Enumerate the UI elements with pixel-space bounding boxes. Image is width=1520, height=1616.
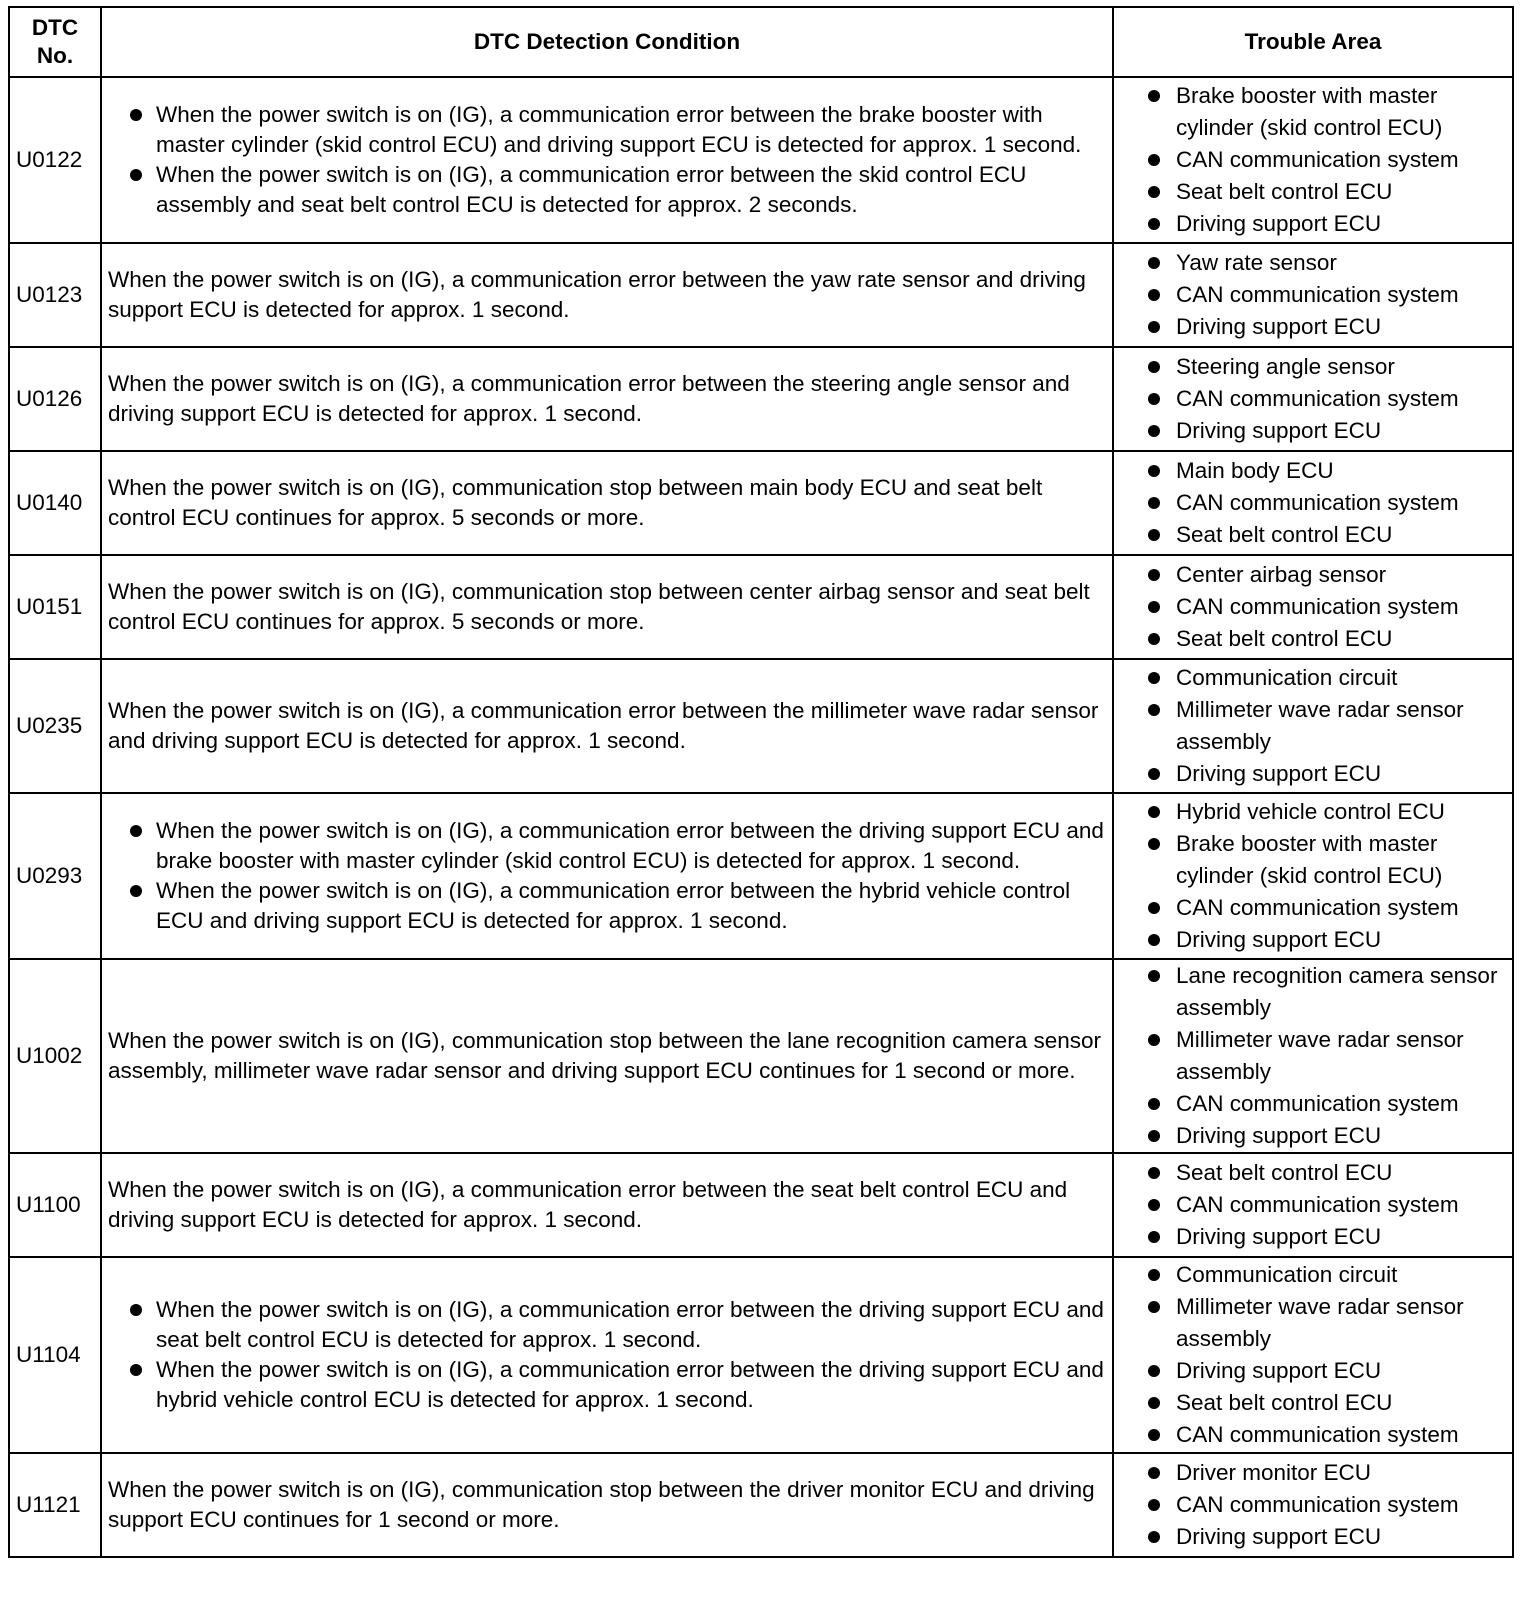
table-row — [9, 1153, 1513, 1257]
table-row — [9, 959, 1513, 1153]
condition-item: When the power switch is on (IG), a communication error between the hybrid vehicle control ECU and driving support ECU is detected for approx. 1 second. — [108, 876, 1106, 936]
condition-list — [108, 816, 1106, 936]
dtc-table — [8, 6, 1514, 1558]
condition-item: When the power switch is on (IG), a communication error between the driving support ECU and hybrid vehicle control ECU is detected for approx. 1 second. — [108, 1355, 1106, 1415]
condition-item: When the power switch is on (IG), a communication error between the driving support ECU and seat belt control ECU is detected for approx. 1 second. — [108, 1295, 1106, 1355]
dtc-code: U0123 — [9, 243, 101, 347]
dtc-code: U0151 — [9, 555, 101, 659]
trouble-area-list — [1120, 455, 1506, 551]
condition-text: When the power switch is on (IG), communication stop between center airbag sensor and seat belt control ECU continues for approx. 5 seconds or more. — [108, 579, 1090, 634]
dtc-code: U0126 — [9, 347, 101, 451]
dtc-code: U1002 — [9, 959, 101, 1153]
table-row — [9, 1453, 1513, 1557]
detection-condition — [101, 77, 1113, 243]
trouble-area-list — [1120, 247, 1506, 343]
trouble-area-item: Driving support ECU — [1120, 1355, 1506, 1387]
trouble-area-item: Millimeter wave radar sensor assembly — [1120, 1024, 1506, 1088]
trouble-area-item: Driving support ECU — [1120, 415, 1506, 447]
trouble-area-item: Yaw rate sensor — [1120, 247, 1506, 279]
condition-text: When the power switch is on (IG), communication stop between main body ECU and seat belt control ECU continues for approx. 5 seconds or more. — [108, 475, 1043, 530]
trouble-area-item: Driving support ECU — [1120, 311, 1506, 343]
trouble-area — [1113, 555, 1513, 659]
trouble-area-item: Main body ECU — [1120, 455, 1506, 487]
trouble-area-item: Driving support ECU — [1120, 1521, 1506, 1553]
trouble-area-item: Millimeter wave radar sensor assembly — [1120, 694, 1506, 758]
trouble-area-item: Seat belt control ECU — [1120, 519, 1506, 551]
trouble-area-list — [1120, 1157, 1506, 1253]
trouble-area-list — [1120, 960, 1506, 1152]
detection-condition — [101, 959, 1113, 1153]
trouble-area-item: CAN communication system — [1120, 1489, 1506, 1521]
trouble-area-list — [1120, 351, 1506, 447]
trouble-area-list — [1120, 1457, 1506, 1553]
header-trouble-area: Trouble Area — [1113, 7, 1513, 77]
trouble-area-item: Seat belt control ECU — [1120, 623, 1506, 655]
detection-condition — [101, 1153, 1113, 1257]
trouble-area — [1113, 347, 1513, 451]
trouble-area — [1113, 451, 1513, 555]
table-row — [9, 243, 1513, 347]
table-body — [9, 77, 1513, 1557]
detection-condition — [101, 347, 1113, 451]
trouble-area-item: CAN communication system — [1120, 144, 1506, 176]
condition-list — [108, 1295, 1106, 1415]
trouble-area-item: Hybrid vehicle control ECU — [1120, 796, 1506, 828]
trouble-area-item: Driver monitor ECU — [1120, 1457, 1506, 1489]
trouble-area-list — [1120, 559, 1506, 655]
condition-item: When the power switch is on (IG), a communication error between the brake booster with master cylinder (skid control ECU) and driving support ECU is detected for approx. 1 second. — [108, 100, 1106, 160]
trouble-area-item: CAN communication system — [1120, 591, 1506, 623]
trouble-area-item: Driving support ECU — [1120, 924, 1506, 956]
dtc-code: U0293 — [9, 793, 101, 959]
trouble-area-item: Driving support ECU — [1120, 1120, 1506, 1152]
detection-condition — [101, 659, 1113, 793]
condition-text: When the power switch is on (IG), a communication error between the yaw rate sensor and driving support ECU is detected for approx. 1 second. — [108, 267, 1086, 322]
condition-text: When the power switch is on (IG), a communication error between the steering angle sensor and driving support ECU is detected for approx. 1 second. — [108, 371, 1070, 426]
dtc-code: U0235 — [9, 659, 101, 793]
condition-text: When the power switch is on (IG), communication stop between the driver monitor ECU and driving support ECU continues for 1 second or more. — [108, 1477, 1095, 1532]
trouble-area — [1113, 243, 1513, 347]
header-dtc-no: DTC No. — [9, 7, 101, 77]
condition-list — [108, 100, 1106, 220]
table-header — [9, 7, 1513, 77]
condition-item: When the power switch is on (IG), a communication error between the driving support ECU and brake booster with master cylinder (skid control ECU) is detected for approx. 1 second. — [108, 816, 1106, 876]
trouble-area-item: Steering angle sensor — [1120, 351, 1506, 383]
trouble-area-item: Center airbag sensor — [1120, 559, 1506, 591]
table-row — [9, 1257, 1513, 1453]
table-row — [9, 793, 1513, 959]
detection-condition — [101, 243, 1113, 347]
trouble-area-item: Brake booster with master cylinder (skid control ECU) — [1120, 828, 1506, 892]
dtc-code: U1104 — [9, 1257, 101, 1453]
trouble-area-item: Communication circuit — [1120, 1259, 1506, 1291]
trouble-area-item: CAN communication system — [1120, 1189, 1506, 1221]
trouble-area-item: CAN communication system — [1120, 383, 1506, 415]
table-row — [9, 347, 1513, 451]
trouble-area — [1113, 959, 1513, 1153]
trouble-area-item: CAN communication system — [1120, 1088, 1506, 1120]
trouble-area-item: CAN communication system — [1120, 892, 1506, 924]
trouble-area — [1113, 793, 1513, 959]
trouble-area-list — [1120, 1259, 1506, 1451]
detection-condition — [101, 555, 1113, 659]
trouble-area-item: Seat belt control ECU — [1120, 1157, 1506, 1189]
trouble-area — [1113, 1453, 1513, 1557]
trouble-area-item: CAN communication system — [1120, 279, 1506, 311]
trouble-area-item: Brake booster with master cylinder (skid control ECU) — [1120, 80, 1506, 144]
detection-condition — [101, 1257, 1113, 1453]
trouble-area-item: Driving support ECU — [1120, 758, 1506, 790]
trouble-area-list — [1120, 80, 1506, 240]
trouble-area — [1113, 1257, 1513, 1453]
condition-text: When the power switch is on (IG), a communication error between the seat belt control ECU and driving support ECU is detected for approx. 1 second. — [108, 1177, 1068, 1232]
table-row — [9, 451, 1513, 555]
condition-text: When the power switch is on (IG), a communication error between the millimeter wave radar sensor and driving support ECU is detected for approx. 1 second. — [108, 698, 1099, 753]
dtc-code: U0122 — [9, 77, 101, 243]
table-row — [9, 77, 1513, 243]
trouble-area-item: Lane recognition camera sensor assembly — [1120, 960, 1506, 1024]
trouble-area-item: CAN communication system — [1120, 1419, 1506, 1451]
trouble-area-list — [1120, 796, 1506, 956]
detection-condition — [101, 451, 1113, 555]
table-row — [9, 659, 1513, 793]
dtc-code: U0140 — [9, 451, 101, 555]
trouble-area-list — [1120, 662, 1506, 790]
table-row — [9, 555, 1513, 659]
trouble-area — [1113, 77, 1513, 243]
trouble-area — [1113, 1153, 1513, 1257]
dtc-code: U1100 — [9, 1153, 101, 1257]
trouble-area-item: Millimeter wave radar sensor assembly — [1120, 1291, 1506, 1355]
trouble-area-item: Seat belt control ECU — [1120, 176, 1506, 208]
trouble-area-item: Driving support ECU — [1120, 208, 1506, 240]
trouble-area-item: CAN communication system — [1120, 487, 1506, 519]
trouble-area-item: Communication circuit — [1120, 662, 1506, 694]
header-detection-condition: DTC Detection Condition — [101, 7, 1113, 77]
condition-item: When the power switch is on (IG), a communication error between the skid control ECU assembly and seat belt control ECU is detected for approx. 2 seconds. — [108, 160, 1106, 220]
condition-text: When the power switch is on (IG), communication stop between the lane recognition camera sensor assembly, millimeter wave radar sensor and driving support ECU continues for 1 second or more. — [108, 1028, 1101, 1083]
trouble-area-item: Seat belt control ECU — [1120, 1387, 1506, 1419]
trouble-area-item: Driving support ECU — [1120, 1221, 1506, 1253]
dtc-code: U1121 — [9, 1453, 101, 1557]
trouble-area — [1113, 659, 1513, 793]
detection-condition — [101, 1453, 1113, 1557]
detection-condition — [101, 793, 1113, 959]
